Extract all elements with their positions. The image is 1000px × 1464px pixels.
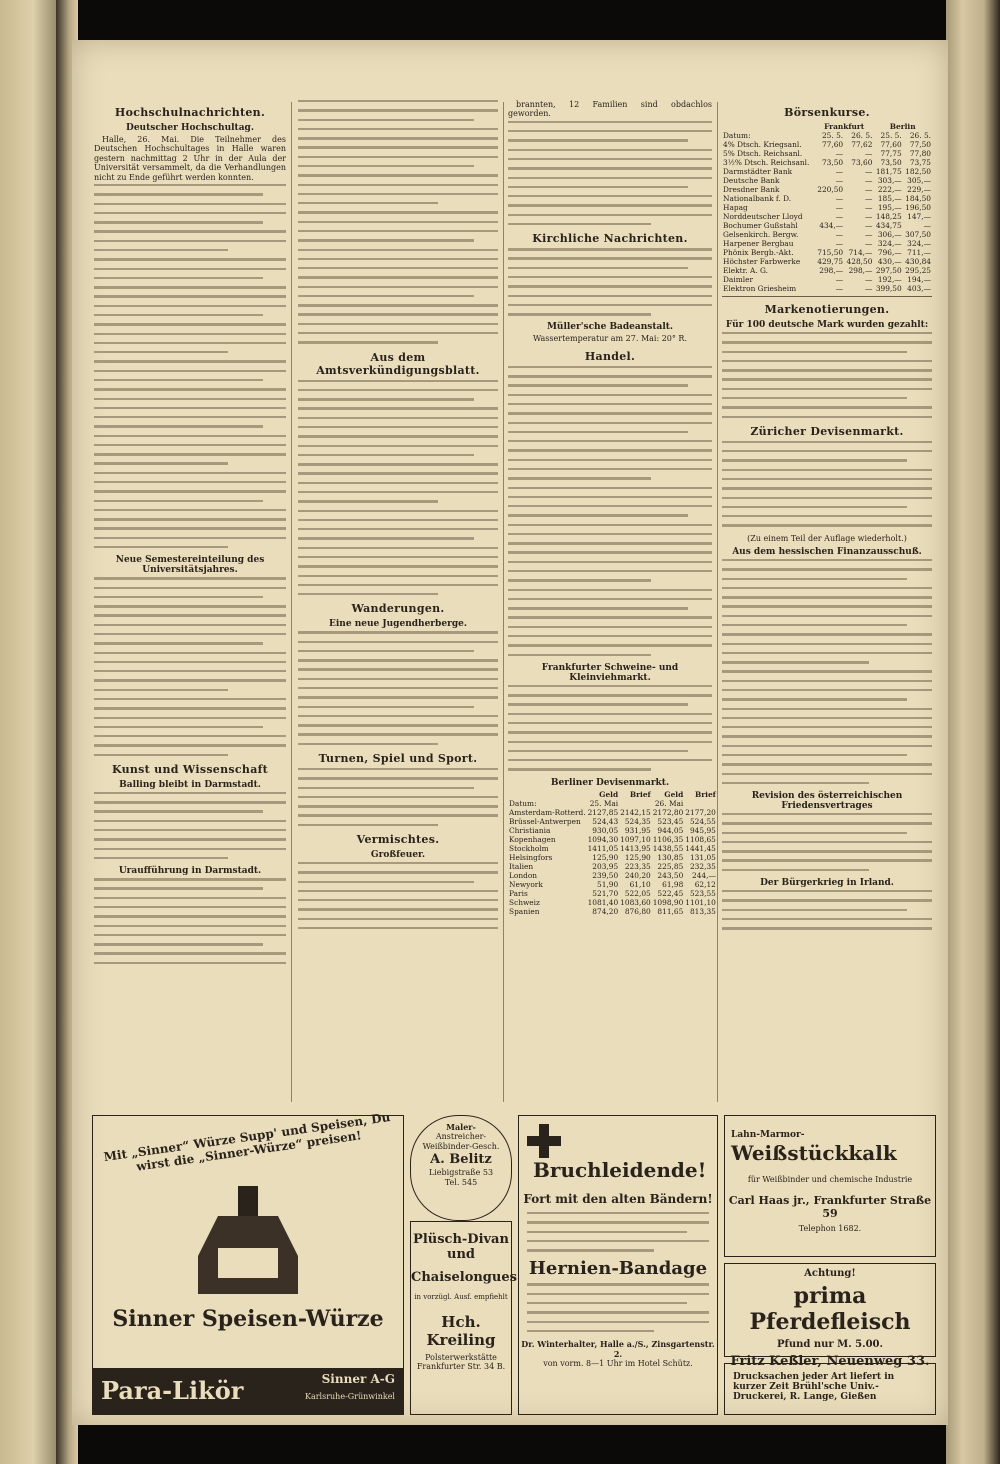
row-label: Elektr. A. G. [723, 266, 769, 275]
row-value: 522,05 [624, 888, 651, 898]
fleisch-name: Fritz Keßler, Neuenweg 33. [730, 1354, 930, 1369]
row-value: — [835, 239, 844, 248]
row-value: 403,— [907, 284, 931, 293]
repeat-notice: (Zu einem Teil der Auflage wiederholt.) [747, 533, 907, 543]
section-title-hochschul: Hochschulnachrichten. [114, 106, 266, 119]
irland-text [722, 890, 932, 930]
druck-text: Drucksachen jeder Art liefert in kurzer Zeit Brühl'sche Univ.-Druckerei, R. Lange, Gießen [733, 1372, 895, 1402]
page-edge [946, 0, 1000, 1464]
sub-grossfeuer: Großfeuer. [370, 849, 426, 860]
advertisement-area [92, 1110, 934, 1415]
kurs-row [722, 176, 932, 185]
bruch-text-2 [519, 1283, 717, 1332]
row-label: Dresdner Bank [723, 185, 780, 194]
row-value: 125,90 [592, 852, 619, 862]
row-label: London [509, 870, 538, 880]
row-value: 295,25 [905, 266, 931, 275]
row-label: Christiania [509, 825, 551, 835]
row-value: — [835, 284, 844, 293]
row-value: 874,20 [592, 906, 619, 916]
row-value: 1438,55 [652, 843, 684, 853]
kalk-prefix: Lahn-Marmor- [731, 1130, 805, 1140]
row-label: Hapag [723, 203, 748, 212]
row-value: 240,20 [624, 870, 651, 880]
bruch-headline: Fort mit den alten Bändern! [523, 1192, 713, 1206]
water-temperature: Wassertemperatur am 27. Mai: 20° R. [533, 334, 687, 344]
para-likoer: Para-Likör [101, 1376, 244, 1405]
sub-jugendherberge: Eine neue Jugendherberge. [329, 619, 467, 630]
row-value: 522,45 [657, 888, 684, 898]
finanz-text [722, 559, 932, 784]
row-value: 73,50 [880, 158, 902, 167]
row-value: — [923, 221, 931, 230]
row-value: 77,62 [851, 140, 873, 149]
maler-name: A. Belitz [430, 1152, 492, 1167]
row-value: 715,50 [817, 248, 844, 257]
sub-title-hochschultag: Deutscher Hochschultag. [126, 123, 254, 133]
row-label: Elektron Griesheim [723, 284, 797, 293]
maler-line2: Anstreicher- [435, 1132, 487, 1141]
kurs-header-row: Frankfurt Berlin [824, 122, 916, 131]
row-value: 930,05 [592, 825, 619, 835]
devisen-row [508, 871, 717, 880]
section-kunst: Kunst und Wissenschaft [111, 762, 269, 776]
ad-pferdefleisch [724, 1263, 936, 1369]
row-value: 1083,60 [620, 897, 651, 907]
pluesch-trade: Polsterwerkstätte [425, 1353, 497, 1362]
row-value: 61,10 [629, 879, 651, 889]
kurs-row [722, 185, 932, 194]
maler-line3: Weißbinder-Gesch. [422, 1142, 500, 1151]
row-value: 73,50 [821, 158, 844, 167]
row-value: 181,75 [875, 167, 902, 176]
row-value: 225,85 [657, 861, 684, 871]
kalk-firm: Carl Haas jr., Frankfurter Straße 59 [728, 1194, 932, 1220]
row-value: 2142,15 [620, 807, 651, 817]
kurs-date-row: Datum: 25. 5. 26. 5. 25. 5. 26. 5. [723, 131, 931, 140]
row-value: 1097,10 [620, 834, 651, 844]
row-value: 203,95 [592, 861, 619, 871]
row-value: 434,75 [875, 221, 902, 230]
row-value: 813,35 [689, 906, 716, 916]
pluesch-street: Frankfurter Str. 34 B. [416, 1362, 506, 1371]
section-finanzausschuss: Aus dem hessischen Finanzausschuß. [732, 547, 922, 558]
kurs-row [722, 140, 932, 149]
ad-kalk [724, 1115, 936, 1257]
row-value: 524,55 [689, 816, 716, 826]
devisen-row [508, 853, 717, 862]
devisen-row [508, 826, 717, 835]
section-irland: Der Bürgerkrieg in Irland. [760, 878, 894, 889]
row-value: — [835, 275, 844, 284]
row-value: 305,— [907, 176, 931, 185]
bruch-visit: von vorm. 8—1 Uhr im Hotel Schütz. [543, 1359, 693, 1369]
row-value: 524,43 [592, 816, 619, 826]
row-value: 428,50 [846, 257, 873, 266]
row-value: — [835, 194, 844, 203]
column-2 [298, 100, 498, 1110]
row-value: 434,— [819, 221, 844, 230]
row-value: — [865, 230, 873, 239]
row-value: 73,60 [851, 158, 873, 167]
body-text-block [298, 100, 498, 1110]
row-value: 399,50 [875, 284, 902, 293]
row-value: 1108,65 [685, 834, 716, 844]
row-value: 184,50 [905, 194, 931, 203]
ad-bruch [518, 1115, 718, 1415]
row-label: Gelsenkirch. Bergw. [723, 230, 799, 239]
row-value: 223,35 [624, 861, 651, 871]
row-value: 1098,90 [652, 897, 684, 907]
row-value: 243,50 [657, 870, 684, 880]
devisen-row [508, 817, 717, 826]
row-value: 306,— [877, 230, 902, 239]
kalk-line: für Weißbinder und chemische Industrie [747, 1175, 913, 1184]
row-value: 77,50 [909, 140, 931, 149]
row-value: 77,60 [821, 140, 844, 149]
row-value: 298,— [819, 266, 844, 275]
section-semester: Neue Semestereinteilung des Universitätsjahres. [115, 555, 265, 576]
row-value: 77,60 [880, 140, 902, 149]
row-label: Phönix Bergb.-Akt. [723, 248, 794, 257]
section-amtsblatt: Aus dem Amtsverkündigungsblatt. [316, 350, 480, 377]
row-value: 195,— [877, 203, 902, 212]
row-value: — [865, 239, 873, 248]
row-value: — [865, 185, 873, 194]
row-value: 297,50 [875, 266, 902, 275]
row-value: 811,65 [657, 906, 684, 916]
row-value: 714,— [848, 248, 873, 257]
row-label: Daimler [723, 275, 753, 284]
fleisch-title: prima Pferdefleisch [749, 1283, 911, 1335]
column-rule [717, 102, 718, 1102]
row-value: 147,— [907, 212, 931, 221]
row-label: Nationalbank f. D. [723, 194, 792, 203]
row-value: 73,75 [909, 158, 931, 167]
row-value: 944,05 [657, 825, 684, 835]
kurs-table [722, 122, 932, 293]
row-value: 1411,05 [587, 843, 619, 853]
row-value: 182,50 [905, 167, 931, 176]
maler-address: Liebigstraße 53 [428, 1168, 494, 1177]
row-label: Paris [509, 888, 528, 898]
lead-paragraph: Halle, 26. Mai. Die Teilnehmer des Deutschen Hochschultages in Halle waren gestern nachmittag 2 Uhr in der Aula der Universität versammelt, da die Verhandlungen nicht zu Ende geführt werden konnten. [94, 135, 286, 182]
divider [722, 296, 932, 297]
row-value: 430,— [877, 257, 902, 266]
section-boersenkurse: Börsenkurse. [784, 106, 870, 119]
column-3 [508, 100, 716, 1110]
column-rule [291, 102, 292, 1102]
pluesch-line: in vorzügl. Ausf. empfiehlt [414, 1293, 508, 1301]
row-value: 77,75 [880, 149, 902, 158]
row-value: 51,90 [597, 879, 619, 889]
row-value: 711,— [907, 248, 931, 257]
sub-fuer-100-mark: Für 100 deutsche Mark wurden gezahlt: [725, 320, 929, 330]
row-value: 523,55 [689, 888, 716, 898]
pluesch-name: Hch. Kreiling [426, 1313, 496, 1349]
notierung-text [722, 332, 932, 418]
devisen-row [508, 907, 717, 916]
section-zuericher: Züricher Devisenmarkt. [750, 424, 904, 438]
row-value: 521,70 [592, 888, 619, 898]
row-value: — [835, 212, 844, 221]
devisen-row [508, 835, 717, 844]
row-value: 324,— [907, 239, 931, 248]
row-label: Newyork [509, 879, 543, 889]
row-value: 125,90 [624, 852, 651, 862]
kurs-row [722, 194, 932, 203]
zuerich-text [722, 441, 932, 527]
row-value: 1106,35 [652, 834, 684, 844]
row-label: Amsterdam-Rotterd. [509, 807, 586, 817]
row-label: Deutsche Bank [723, 176, 780, 185]
kurs-row [722, 257, 932, 266]
row-value: 303,— [877, 176, 902, 185]
row-value: 2177,20 [685, 807, 716, 817]
column-1 [94, 100, 286, 1110]
maler-line1: Maler- [446, 1122, 476, 1132]
fleisch-attention: Achtung! [804, 1268, 856, 1279]
row-label: Bochumer Gußstahl [723, 221, 798, 230]
devisen-row [508, 880, 717, 889]
row-value: 523,45 [657, 816, 684, 826]
row-value: 77,80 [909, 149, 931, 158]
row-label: Stockholm [509, 843, 549, 853]
red-cross-icon [527, 1124, 561, 1158]
fleisch-price: Pfund nur M. 5.00. [777, 1339, 883, 1350]
row-value: — [835, 230, 844, 239]
devisen-table [508, 790, 717, 916]
row-value: 130,85 [657, 852, 684, 862]
kalk-tel: Telephon 1682. [798, 1224, 862, 1233]
kurs-row [722, 149, 932, 158]
sinner-slogan: Mit „Sinner“ Würze Supp' und Speisen, Du wirst die „Sinner-Würze“ preisen! [102, 1110, 392, 1174]
row-label: Norddeutscher Lloyd [723, 212, 803, 221]
row-value: 298,— [848, 266, 873, 275]
kurs-row [722, 230, 932, 239]
sinner-product: Sinner Speisen-Würze [112, 1306, 384, 1332]
row-value: 229,— [907, 185, 931, 194]
section-handel: Handel. [584, 349, 636, 363]
row-label: 4% Dtsch. Kriegsanl. [723, 140, 802, 149]
row-label: 5% Dtsch. Reichsanl. [723, 149, 803, 158]
maler-tel: Tel. 545 [444, 1178, 478, 1187]
pluesch-title1: Plüsch-Divan und [413, 1232, 509, 1262]
row-label: Spanien [509, 906, 540, 916]
sinner-place: Karlsruhe-Grünwinkel [304, 1392, 395, 1401]
row-value: — [835, 167, 844, 176]
row-value: 796,— [877, 248, 902, 257]
row-value: 2172,80 [652, 807, 684, 817]
kurs-row [722, 248, 932, 257]
row-label: Harpener Bergbau [723, 239, 794, 248]
kurs-row [722, 266, 932, 275]
row-value: 2127,85 [587, 807, 619, 817]
devisen-header-row: Geld Brief Geld Brief [599, 789, 716, 799]
row-label: Italien [509, 861, 534, 871]
kurs-row [722, 167, 932, 176]
row-value: 524,35 [624, 816, 651, 826]
ad-maler [410, 1115, 512, 1221]
row-value: — [865, 194, 873, 203]
row-label: 3½% Dtsch. Reichsanl. [723, 158, 810, 167]
row-value: — [865, 149, 873, 158]
devisen-date-row: Datum: 25. Mai 26. Mai [509, 798, 684, 808]
row-value: 61,98 [662, 879, 684, 889]
revision-text [722, 813, 932, 871]
sub-badeanstalt: Müller'sche Badeanstalt. [546, 322, 674, 333]
devisen-row [508, 862, 717, 871]
row-label: Höchster Farbwerke [723, 257, 801, 266]
row-value: — [865, 176, 873, 185]
row-value: 239,50 [592, 870, 619, 880]
left-page-spine [0, 0, 60, 1464]
row-value: 876,80 [624, 906, 651, 916]
row-value: — [835, 176, 844, 185]
kurs-row [722, 221, 932, 230]
kalk-title: Weißstückkalk [731, 1141, 897, 1165]
row-value: — [835, 149, 844, 158]
row-value: 62,12 [694, 879, 716, 889]
section-revision: Revision des österreichischen Friedensvertrages [751, 791, 903, 812]
sub-viehmarkt: Frankfurter Schweine- und Kleinviehmarkt. [541, 662, 679, 683]
row-value: 131,05 [689, 852, 716, 862]
ad-sinner [92, 1110, 404, 1415]
row-value: — [865, 212, 873, 221]
kurs-row [722, 158, 932, 167]
section-kirchlich: Kirchliche Nachrichten. [532, 232, 688, 246]
row-value: — [865, 221, 873, 230]
row-value: — [865, 275, 873, 284]
row-value: 232,35 [689, 861, 716, 871]
column-rule [503, 102, 504, 1102]
body-text-block [508, 121, 712, 771]
row-value: 148,25 [875, 212, 902, 221]
devisen-row [508, 844, 717, 853]
row-value: — [865, 167, 873, 176]
row-value: 1413,95 [620, 843, 651, 853]
row-value: 1101,10 [685, 897, 716, 907]
kurs-row [722, 212, 932, 221]
kurs-row [722, 239, 932, 248]
column-4 [722, 100, 932, 1110]
bruch-sub: Hernien-Bandage [528, 1258, 708, 1280]
kurs-row [722, 284, 932, 293]
bruch-text [519, 1212, 717, 1252]
row-value: 307,50 [905, 230, 931, 239]
row-value: 185,— [877, 194, 902, 203]
row-value: 192,— [877, 275, 902, 284]
kurs-row [722, 275, 932, 284]
sub-urauffuehrung: Uraufführung in Darmstadt. [118, 866, 262, 877]
pluesch-title2: Chaiselongues [411, 1270, 517, 1285]
row-value: 244,— [692, 870, 716, 880]
ad-drucksachen [724, 1363, 936, 1415]
row-value: 194,— [907, 275, 931, 284]
carryover-text: brannten, 12 Familien sind obdachlos geworden. [508, 100, 712, 119]
sinner-brand: Sinner A-G [321, 1372, 395, 1386]
row-label: Kopenhagen [509, 834, 556, 844]
devisen-row [508, 889, 717, 898]
body-text-block [94, 184, 286, 1194]
row-value: 220,50 [817, 185, 844, 194]
sub-balling: Balling bleibt in Darmstadt. [119, 779, 261, 790]
section-wanderungen: Wanderungen. [351, 602, 445, 616]
row-value: 945,95 [689, 825, 716, 835]
section-vermischtes: Vermischtes. [356, 832, 440, 846]
row-value: 429,75 [817, 257, 844, 266]
section-sport: Turnen, Spiel und Sport. [318, 752, 478, 765]
row-value: 931,95 [624, 825, 651, 835]
kurs-row [722, 203, 932, 212]
row-label: Darmstädter Bank [723, 167, 793, 176]
row-value: — [865, 284, 873, 293]
bottle-icon [188, 1186, 308, 1296]
devisen-row [508, 808, 717, 817]
row-value: — [835, 203, 844, 212]
row-label: Brüssel-Antwerpen [509, 816, 581, 826]
bruch-firm: Dr. Winterhalter, Halle a./S., Zinsgartenstr. 2. [521, 1339, 715, 1360]
row-value: 1081,40 [587, 897, 619, 907]
ad-pluesch [410, 1221, 517, 1415]
section-markenotierungen: Markenotierungen. [764, 303, 890, 316]
bruch-title: Bruchleidende! [533, 1158, 707, 1182]
row-label: Helsingfors [509, 852, 553, 862]
row-value: 324,— [877, 239, 902, 248]
newspaper-page [72, 40, 948, 1425]
row-value: 1094,30 [587, 834, 619, 844]
row-label: Schweiz [509, 897, 540, 907]
row-value: 430,84 [905, 257, 931, 266]
row-value: — [865, 203, 873, 212]
row-value: 1441,45 [685, 843, 716, 853]
devisen-row [508, 898, 717, 907]
row-value: 196,50 [905, 203, 931, 212]
sub-devisenmarkt: Berliner Devisenmarkt. [550, 777, 670, 788]
row-value: 222,— [877, 185, 902, 194]
